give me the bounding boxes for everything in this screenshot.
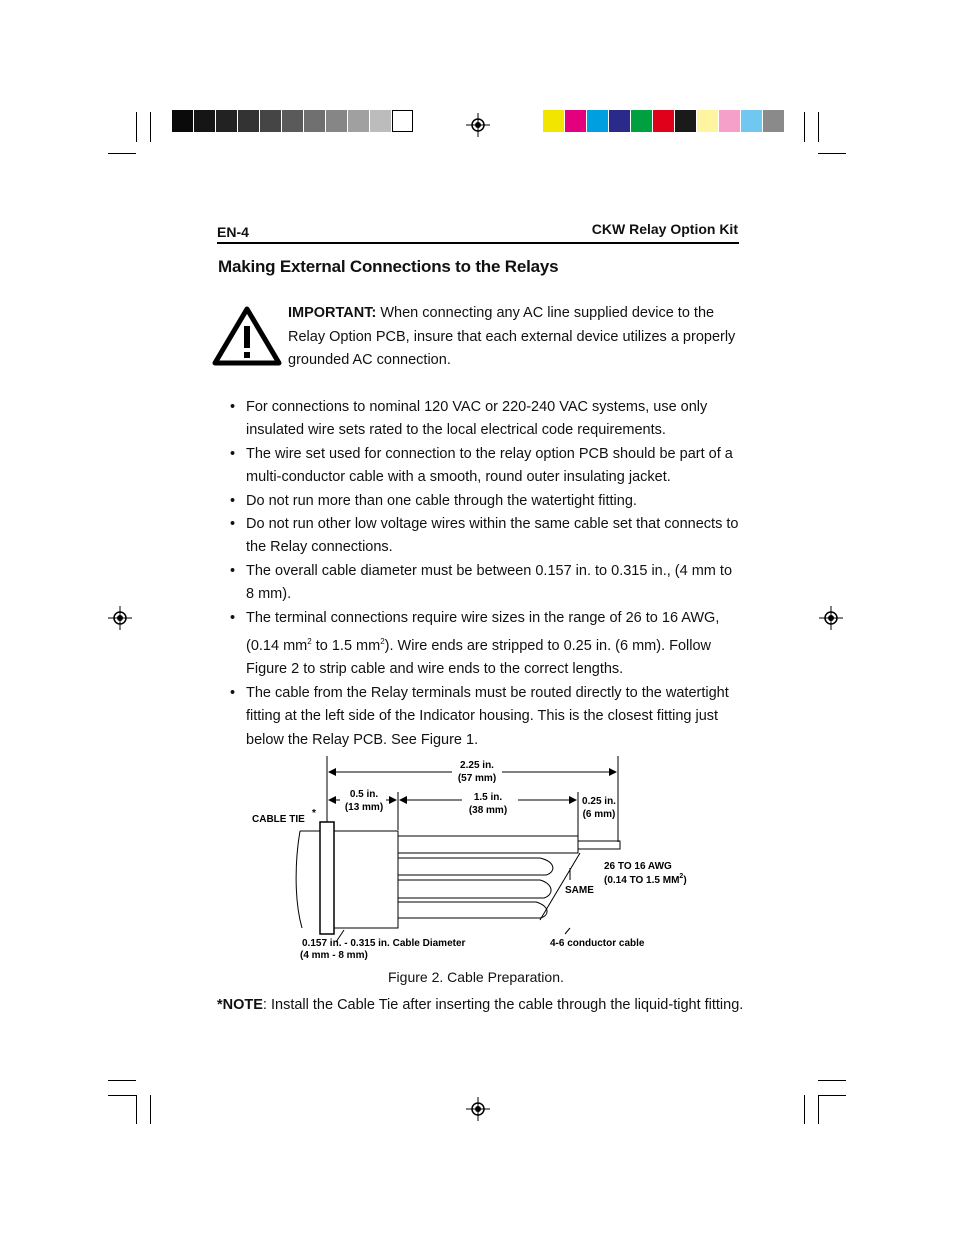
list-item: • The terminal connections require wire sizes in the range of 26 to 16 AWG, (0.14 $mm^2$ to 1.5 $mm^2$). Wire ends are stripped to 0.25 in. (6 mm). Follow Figure 2 to strip cable and wire ends to the correct lengths. — [230, 609, 720, 678]
diameter-metric-label: (4 mm - 8 mm) — [300, 950, 368, 961]
note — [217, 997, 757, 1013]
important-label: IMPORTANT: — [288, 305, 377, 321]
color-swatch — [631, 110, 652, 132]
color-swatch — [653, 110, 674, 132]
color-swatch — [741, 110, 762, 132]
asterisk-marker: * — [312, 808, 316, 819]
important-text: When connecting any AC line supplied device to the Relay Option PCB, insure that each external device utilizes a properly grounded AC connection. — [288, 305, 736, 368]
figure-label: (57 mm) — [457, 773, 497, 784]
figure-caption: Figure 2. Cable Preparation. — [388, 969, 564, 985]
page-number: EN-4 — [217, 224, 249, 240]
crop-mark — [818, 1095, 819, 1124]
color-swatch — [763, 110, 784, 132]
crop-mark — [818, 1080, 846, 1081]
crop-mark — [818, 112, 819, 142]
list-item: • The wire set used for connection to the relay option PCB should be part of a multi-conductor cable with a smooth, round outer insulating jacket. — [230, 445, 733, 486]
list-item-text: The overall cable diameter must be between 0.157 in. to 0.315 in., (4 mm to 8 mm). — [246, 562, 733, 603]
warning-triangle-icon — [212, 306, 282, 366]
list-item: • Do not run other low voltage wires within the same cable set that connects to the Relay connections. — [230, 516, 739, 556]
color-swatch — [697, 110, 718, 132]
list-item-text: The wire set used for connection to the relay option PCB should be part of a multi-conductor cable with a smooth, round outer insulating jacket. — [246, 445, 733, 486]
requirements-list — [230, 396, 740, 752]
color-swatch — [216, 110, 237, 132]
note-text: : Install the Cable Tie after inserting the cable through the liquid-tight fitting. — [262, 997, 744, 1013]
color-swatch — [392, 110, 413, 132]
color-swatch — [370, 110, 391, 132]
list-item-text: The terminal connections require wire sizes in the range of 26 to 16 AWG, (0.14 mm — [246, 609, 720, 654]
crop-mark — [804, 112, 805, 142]
list-item: • Do not run more than one cable through the watertight fitting. — [230, 492, 637, 509]
figure-label: 1.5 in. — [473, 792, 503, 803]
list-item-text: Do not run other low voltage wires within the same cable set that connects to the Relay connections. — [246, 516, 739, 556]
registration-target-icon — [819, 606, 843, 630]
color-swatch — [609, 110, 630, 132]
color-swatch — [282, 110, 303, 132]
list-item: • The cable from the Relay terminals must be routed directly to the watertight fitting at the left side of the Indicator housing. This is the closest fitting just below the Relay PCB. See Figure 1. — [230, 684, 729, 748]
crop-mark — [818, 1095, 846, 1096]
figure-label: (38 mm) — [468, 805, 508, 816]
cable-preparation-diagram — [240, 750, 720, 965]
color-swatch — [194, 110, 215, 132]
header-rule — [217, 242, 739, 244]
list-item-text: to 1.5 mm — [311, 637, 381, 654]
document-title: CKW Relay Option Kit — [591, 221, 738, 237]
important-notice — [288, 302, 740, 373]
figure-label: (6 mm) — [582, 809, 616, 820]
figure-label: 0.25 in. — [582, 796, 616, 807]
crop-mark — [108, 153, 136, 154]
list-item: • For connections to nominal 120 VAC or 220-240 VAC systems, use only insulated wire sets rated to the local electrical code requirements. — [230, 399, 708, 439]
cable-tie-label: CABLE TIE — [252, 814, 305, 825]
awg-label: 26 TO 16 AWG — [604, 861, 672, 872]
crop-mark — [804, 1095, 805, 1124]
figure-label: (13 mm) — [344, 802, 384, 813]
color-swatch — [587, 110, 608, 132]
color-swatch — [172, 110, 193, 132]
color-swatch — [348, 110, 369, 132]
superscript: 2 — [307, 637, 312, 647]
color-swatch — [719, 110, 740, 132]
list-item: • The overall cable diameter must be between 0.157 in. to 0.315 in., (4 mm to 8 mm). — [230, 562, 733, 603]
color-swatch — [326, 110, 347, 132]
awg-range-label: (0.14 TO 1.5 $MM^2$) — [604, 873, 687, 886]
diameter-label: 0.157 in. - 0.315 in. Cable Diameter — [302, 938, 466, 949]
note-label: *NOTE — [217, 997, 263, 1013]
color-swatch — [675, 110, 696, 132]
crop-mark — [108, 1095, 136, 1096]
list-item-text: ). Wire ends are stripped to 0.25 in. (6 mm). Follow Figure 2 to strip cable and wire ends to the correct lengths. — [246, 637, 712, 678]
color-swatch — [238, 110, 259, 132]
conductor-label: 4-6 conductor cable — [550, 938, 645, 949]
figure-label: 2.25 in. — [460, 760, 494, 771]
crop-mark — [150, 112, 151, 142]
figure-label: 0.5 in. — [349, 789, 379, 800]
list-item-text: Do not run more than one cable through the watertight fitting. — [246, 492, 637, 509]
color-swatch — [304, 110, 325, 132]
color-swatch — [543, 110, 564, 132]
superscript: 2 — [380, 637, 385, 647]
list-item-text: The cable from the Relay terminals must be routed directly to the watertight fitting at the left side of the Indicator housing. This is the closest fitting just below the Relay PCB. See Figure 1. — [246, 684, 729, 748]
crop-mark — [818, 153, 846, 154]
registration-target-icon — [466, 1097, 490, 1121]
crop-mark — [136, 112, 137, 142]
color-swatch — [260, 110, 281, 132]
crop-mark — [136, 1095, 137, 1124]
crop-mark — [108, 1080, 136, 1081]
color-swatch — [565, 110, 586, 132]
crop-mark — [150, 1095, 151, 1124]
same-label: SAME — [565, 885, 594, 896]
registration-target-icon — [466, 113, 490, 137]
list-item-text: For connections to nominal 120 VAC or 220-240 VAC systems, use only insulated wire sets rated to the local electrical code requirements. — [246, 399, 708, 439]
section-title: Making External Connections to the Relays — [218, 257, 559, 276]
registration-target-icon — [108, 606, 132, 630]
